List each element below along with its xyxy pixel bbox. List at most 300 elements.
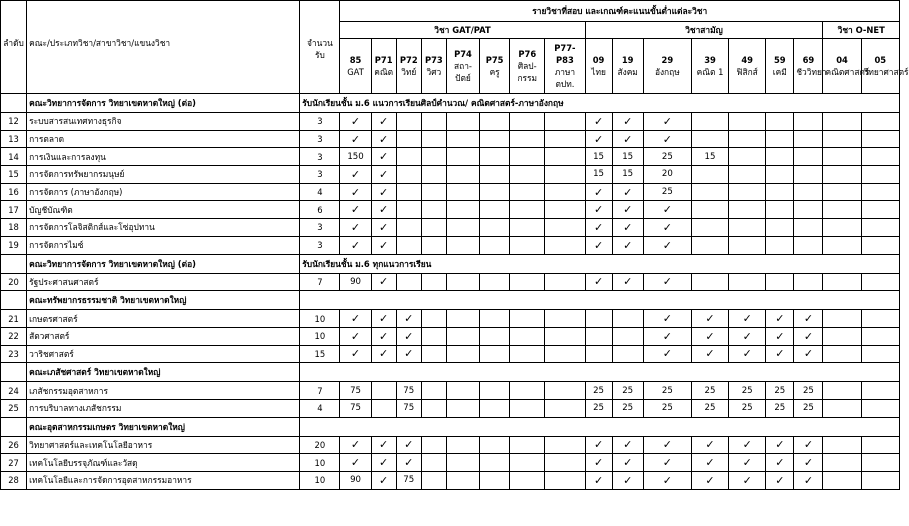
score-cell	[510, 183, 545, 201]
section-note	[300, 363, 900, 382]
score-cell	[612, 310, 643, 328]
score-cell	[545, 166, 585, 184]
score-cell	[446, 183, 479, 201]
quota-count: 3	[300, 148, 340, 166]
score-cell	[396, 113, 421, 131]
check-icon-cell: ✓	[585, 219, 612, 237]
check-icon-cell: ✓	[691, 327, 728, 345]
score-cell	[510, 130, 545, 148]
score-cell	[371, 399, 396, 417]
score-cell	[861, 130, 899, 148]
score-cell	[480, 201, 510, 219]
check-icon-cell: ✓	[612, 236, 643, 254]
check-icon-cell: ✓	[766, 345, 794, 363]
subject-header-p75	[480, 39, 510, 94]
score-cell	[766, 236, 794, 254]
table-row	[1, 472, 900, 490]
check-icon-cell: ✓	[396, 310, 421, 328]
score-cell	[510, 327, 545, 345]
score-cell	[691, 113, 728, 131]
score-cell	[861, 399, 899, 417]
score-cell	[861, 454, 899, 472]
table-row	[1, 327, 900, 345]
score-cell	[545, 310, 585, 328]
score-cell	[510, 399, 545, 417]
score-cell	[729, 183, 766, 201]
check-icon-cell: ✓	[371, 236, 396, 254]
subject-header-p73	[421, 39, 446, 94]
score-cell	[545, 436, 585, 454]
subject-header-05	[861, 39, 909, 94]
score-cell	[861, 382, 899, 400]
check-icon-cell: ✓	[585, 113, 612, 131]
score-cell	[861, 219, 899, 237]
score-cell	[794, 219, 823, 237]
subject-header-p74	[446, 39, 479, 94]
subjects-title: รายวิชาที่สอบ และเกณฑ์คะแนนขั้นต่ำแต่ละวิชา	[340, 1, 900, 22]
section-index-cell	[1, 291, 27, 310]
check-icon-cell: ✓	[371, 273, 396, 291]
program-name: การจัดการทรัพยากรมนุษย์	[27, 166, 300, 184]
check-icon-cell: ✓	[371, 345, 396, 363]
score-cell	[766, 113, 794, 131]
table-row	[1, 273, 900, 291]
score-cell	[446, 201, 479, 219]
score-cell	[421, 345, 446, 363]
score-cell	[421, 183, 446, 201]
check-icon-cell: ✓	[643, 113, 691, 131]
check-icon-cell: ✓	[729, 310, 766, 328]
check-icon-cell: ✓	[643, 436, 691, 454]
subject-header-p77-p83	[545, 39, 585, 94]
program-name: รัฐประศาสนศาสตร์	[27, 273, 300, 291]
score-cell	[794, 166, 823, 184]
quota-count: 4	[300, 399, 340, 417]
check-icon-cell: ✓	[340, 436, 371, 454]
table-row	[1, 399, 900, 417]
score-cell	[396, 219, 421, 237]
score-cell: 25	[794, 399, 823, 417]
score-cell: 25	[585, 382, 612, 400]
subject-label: GAT	[347, 67, 364, 77]
quota-count: 15	[300, 345, 340, 363]
quota-count: 3	[300, 113, 340, 131]
check-icon-cell: ✓	[371, 201, 396, 219]
section-row	[1, 94, 900, 113]
check-icon-cell: ✓	[340, 310, 371, 328]
onet-group-header: วิชา O-NET	[823, 22, 900, 39]
score-cell	[691, 219, 728, 237]
check-icon-cell: ✓	[340, 130, 371, 148]
check-icon-cell: ✓	[340, 345, 371, 363]
score-cell	[446, 130, 479, 148]
score-cell	[545, 219, 585, 237]
section-note	[300, 291, 900, 310]
subject-code: P74	[454, 49, 472, 59]
score-cell: 25	[643, 148, 691, 166]
subject-header-p72	[396, 39, 421, 94]
section-row	[1, 291, 900, 310]
table-row	[1, 166, 900, 184]
check-icon-cell: ✓	[729, 436, 766, 454]
gat-pat-group-header: วิชา GAT/PAT	[340, 22, 585, 39]
score-cell	[421, 436, 446, 454]
score-cell	[766, 166, 794, 184]
score-cell: 25	[729, 399, 766, 417]
score-cell	[766, 219, 794, 237]
check-icon-cell: ✓	[371, 327, 396, 345]
check-icon-cell: ✓	[612, 183, 643, 201]
program-column-header: คณะ/ประเภทวิชา/สาขาวิชา/แขนงวิชา	[27, 1, 300, 94]
table-row	[1, 436, 900, 454]
score-cell	[421, 113, 446, 131]
subject-code: P76	[518, 49, 537, 59]
subject-label: ไทย	[591, 67, 606, 77]
subject-code: 29	[661, 55, 674, 65]
section-row	[1, 254, 900, 273]
subject-label: วิทยาศาสตร์	[863, 67, 909, 77]
score-cell	[729, 166, 766, 184]
section-index-cell	[1, 254, 27, 273]
subject-header-p76	[510, 39, 545, 94]
score-cell	[691, 236, 728, 254]
score-cell	[480, 130, 510, 148]
score-cell: 25	[643, 399, 691, 417]
score-cell: 25	[766, 382, 794, 400]
score-cell	[861, 113, 899, 131]
score-cell	[421, 327, 446, 345]
score-cell	[396, 183, 421, 201]
score-cell	[510, 310, 545, 328]
score-cell	[766, 201, 794, 219]
score-cell	[823, 327, 861, 345]
score-cell	[729, 201, 766, 219]
program-name: วาริชศาสตร์	[27, 345, 300, 363]
check-icon-cell: ✓	[794, 327, 823, 345]
check-icon-cell: ✓	[612, 472, 643, 490]
check-icon-cell: ✓	[371, 130, 396, 148]
score-cell	[446, 345, 479, 363]
check-icon-cell: ✓	[612, 436, 643, 454]
table-row	[1, 454, 900, 472]
quota-count: 7	[300, 273, 340, 291]
check-icon-cell: ✓	[585, 472, 612, 490]
score-cell	[823, 273, 861, 291]
check-icon-cell: ✓	[371, 436, 396, 454]
score-cell: 25	[612, 382, 643, 400]
score-cell: 90	[340, 472, 371, 490]
score-cell	[794, 148, 823, 166]
check-icon-cell: ✓	[729, 472, 766, 490]
section-title: คณะวิทยาการจัดการ วิทยาเขตหาดใหญ่ (ต่อ)	[27, 254, 300, 273]
score-cell	[480, 345, 510, 363]
section-index-cell	[1, 417, 27, 436]
score-cell	[545, 236, 585, 254]
score-cell	[823, 166, 861, 184]
score-cell	[421, 382, 446, 400]
score-cell	[823, 310, 861, 328]
score-cell	[421, 130, 446, 148]
score-cell	[823, 399, 861, 417]
score-cell	[480, 219, 510, 237]
row-index: 18	[1, 219, 27, 237]
check-icon-cell: ✓	[691, 436, 728, 454]
score-cell	[545, 454, 585, 472]
check-icon-cell: ✓	[340, 219, 371, 237]
score-cell	[510, 273, 545, 291]
score-cell	[545, 148, 585, 166]
score-cell	[823, 201, 861, 219]
subject-code: 59	[773, 55, 786, 65]
subject-label: ภาษาตปท.	[554, 67, 576, 89]
score-cell	[861, 310, 899, 328]
table-row	[1, 113, 900, 131]
score-cell	[823, 436, 861, 454]
subject-label: ศิลป-กรรม	[517, 61, 538, 83]
score-cell	[446, 219, 479, 237]
score-cell	[794, 113, 823, 131]
score-cell	[446, 166, 479, 184]
score-cell	[480, 436, 510, 454]
score-cell	[421, 310, 446, 328]
check-icon-cell: ✓	[340, 236, 371, 254]
score-cell	[421, 236, 446, 254]
score-cell	[480, 382, 510, 400]
score-cell	[823, 148, 861, 166]
subject-label: ฟิสิกส์	[736, 67, 758, 77]
score-cell	[794, 201, 823, 219]
score-cell	[861, 327, 899, 345]
subject-code: 09	[592, 55, 605, 65]
subject-header-04	[823, 39, 870, 94]
quota-count: 4	[300, 183, 340, 201]
check-icon-cell: ✓	[643, 201, 691, 219]
score-cell	[480, 454, 510, 472]
score-cell	[766, 148, 794, 166]
score-cell	[861, 472, 899, 490]
subject-header-85	[340, 39, 371, 94]
check-icon-cell: ✓	[729, 454, 766, 472]
score-cell	[861, 236, 899, 254]
score-cell: 75	[340, 399, 371, 417]
score-cell	[446, 436, 479, 454]
check-icon-cell: ✓	[371, 454, 396, 472]
subject-label: เคมี	[772, 67, 787, 77]
score-cell	[861, 183, 899, 201]
subject-header-69	[794, 39, 827, 94]
subject-label: สถา-ปัตย์	[454, 61, 472, 83]
check-icon-cell: ✓	[340, 454, 371, 472]
check-icon-cell: ✓	[794, 472, 823, 490]
score-cell	[396, 166, 421, 184]
score-cell	[861, 201, 899, 219]
section-note: รับนักเรียนชั้น ม.6 แนวการเรียนศิลป์คำนวณ/ คณิตศาสตร์-ภาษาอังกฤษ	[300, 94, 900, 113]
subject-code: 69	[802, 55, 815, 65]
score-cell: 25	[691, 399, 728, 417]
score-cell	[823, 236, 861, 254]
subject-label: สังคม	[617, 67, 638, 77]
program-name: เกษตรศาสตร์	[27, 310, 300, 328]
score-cell	[861, 345, 899, 363]
row-index: 26	[1, 436, 27, 454]
score-cell	[794, 236, 823, 254]
section-note	[300, 417, 900, 436]
score-cell	[794, 183, 823, 201]
section-row	[1, 417, 900, 436]
score-cell	[446, 148, 479, 166]
score-cell	[823, 130, 861, 148]
quota-column-header: จำนวนรับ	[300, 1, 340, 94]
score-cell: 75	[396, 472, 421, 490]
score-cell	[823, 183, 861, 201]
score-cell	[421, 399, 446, 417]
subject-label: ครู	[489, 67, 500, 77]
score-cell	[585, 310, 612, 328]
program-name: บัญชีบัณฑิต	[27, 201, 300, 219]
check-icon-cell: ✓	[794, 345, 823, 363]
section-note: รับนักเรียนชั้น ม.6 ทุกแนวการเรียน	[300, 254, 900, 273]
score-cell	[446, 273, 479, 291]
quota-count: 3	[300, 130, 340, 148]
score-cell	[446, 310, 479, 328]
program-name: การตลาด	[27, 130, 300, 148]
row-index: 14	[1, 148, 27, 166]
score-cell	[396, 148, 421, 166]
program-name: การจัดการโลจิสติกส์และโซ่อุปทาน	[27, 219, 300, 237]
quota-count: 20	[300, 436, 340, 454]
quota-count: 10	[300, 454, 340, 472]
section-title: คณะวิทยาการจัดการ วิทยาเขตหาดใหญ่ (ต่อ)	[27, 94, 300, 113]
row-index: 19	[1, 236, 27, 254]
score-cell	[510, 113, 545, 131]
score-cell	[729, 113, 766, 131]
score-cell: 25	[643, 183, 691, 201]
score-cell: 20	[643, 166, 691, 184]
score-cell	[510, 148, 545, 166]
program-name: ระบบสารสนเทศทางธุรกิจ	[27, 113, 300, 131]
score-cell	[510, 345, 545, 363]
table-row	[1, 236, 900, 254]
score-cell	[766, 273, 794, 291]
score-cell	[480, 183, 510, 201]
score-cell	[510, 201, 545, 219]
table-row	[1, 345, 900, 363]
score-cell	[729, 219, 766, 237]
row-index: 24	[1, 382, 27, 400]
score-cell	[480, 148, 510, 166]
subject-header-49	[729, 39, 766, 94]
score-cell	[612, 345, 643, 363]
table-row	[1, 310, 900, 328]
score-cell	[545, 345, 585, 363]
score-cell	[861, 273, 899, 291]
subject-label: คณิตศาสตร์	[825, 67, 870, 77]
subject-label: ชีววิทยา	[796, 67, 827, 77]
quota-count: 10	[300, 310, 340, 328]
table-row	[1, 148, 900, 166]
check-icon-cell: ✓	[340, 166, 371, 184]
score-cell	[691, 130, 728, 148]
score-cell	[421, 273, 446, 291]
score-cell: 75	[396, 399, 421, 417]
program-name: เทคโนโลยีบรรจุภัณฑ์และวัสดุ	[27, 454, 300, 472]
check-icon-cell: ✓	[371, 183, 396, 201]
table-row	[1, 201, 900, 219]
check-icon-cell: ✓	[612, 219, 643, 237]
subject-code: 05	[874, 55, 887, 65]
check-icon-cell: ✓	[794, 310, 823, 328]
section-title: คณะเภสัชศาสตร์ วิทยาเขตหาดใหญ่	[27, 363, 300, 382]
common-subjects-group-header: วิชาสามัญ	[585, 22, 823, 39]
score-cell	[510, 454, 545, 472]
score-cell	[545, 327, 585, 345]
score-cell	[510, 236, 545, 254]
score-cell	[421, 472, 446, 490]
section-title: คณะอุตสาหกรรมเกษตร วิทยาเขตหาดใหญ่	[27, 417, 300, 436]
section-index-cell	[1, 94, 27, 113]
row-index: 17	[1, 201, 27, 219]
check-icon-cell: ✓	[371, 472, 396, 490]
program-name: การเงินและการลงทุน	[27, 148, 300, 166]
score-cell: 15	[612, 148, 643, 166]
check-icon-cell: ✓	[643, 310, 691, 328]
quota-count: 3	[300, 219, 340, 237]
row-index: 20	[1, 273, 27, 291]
score-cell	[545, 273, 585, 291]
quota-count: 10	[300, 327, 340, 345]
subject-code: P73	[424, 55, 443, 65]
score-cell	[396, 130, 421, 148]
score-cell: 150	[340, 148, 371, 166]
row-index: 15	[1, 166, 27, 184]
check-icon-cell: ✓	[371, 310, 396, 328]
score-cell	[691, 201, 728, 219]
score-cell: 15	[585, 148, 612, 166]
program-name: เภสัชกรรมอุตสาหการ	[27, 382, 300, 400]
score-cell: 15	[585, 166, 612, 184]
quota-count: 10	[300, 472, 340, 490]
subject-header-39	[691, 39, 728, 94]
score-cell	[794, 130, 823, 148]
score-cell: 25	[585, 399, 612, 417]
check-icon-cell: ✓	[643, 454, 691, 472]
check-icon-cell: ✓	[643, 130, 691, 148]
score-cell	[823, 345, 861, 363]
section-index-cell	[1, 363, 27, 382]
score-cell	[545, 113, 585, 131]
quota-count: 6	[300, 201, 340, 219]
score-cell	[823, 454, 861, 472]
score-cell	[823, 382, 861, 400]
score-cell	[446, 454, 479, 472]
subject-header-09	[585, 39, 612, 94]
subject-code: 85	[349, 55, 362, 65]
check-icon-cell: ✓	[371, 219, 396, 237]
score-cell	[766, 183, 794, 201]
section-row	[1, 363, 900, 382]
section-title: คณะทรัพยากรธรรมชาติ วิทยาเขตหาดใหญ่	[27, 291, 300, 310]
check-icon-cell: ✓	[643, 472, 691, 490]
check-icon-cell: ✓	[340, 201, 371, 219]
row-index: 16	[1, 183, 27, 201]
check-icon-cell: ✓	[371, 113, 396, 131]
table-row	[1, 219, 900, 237]
subject-code: 04	[836, 55, 848, 65]
subject-label: คณิต	[374, 67, 394, 77]
program-name: การบริบาลทางเภสัชกรรม	[27, 399, 300, 417]
score-cell	[823, 113, 861, 131]
score-cell	[585, 327, 612, 345]
